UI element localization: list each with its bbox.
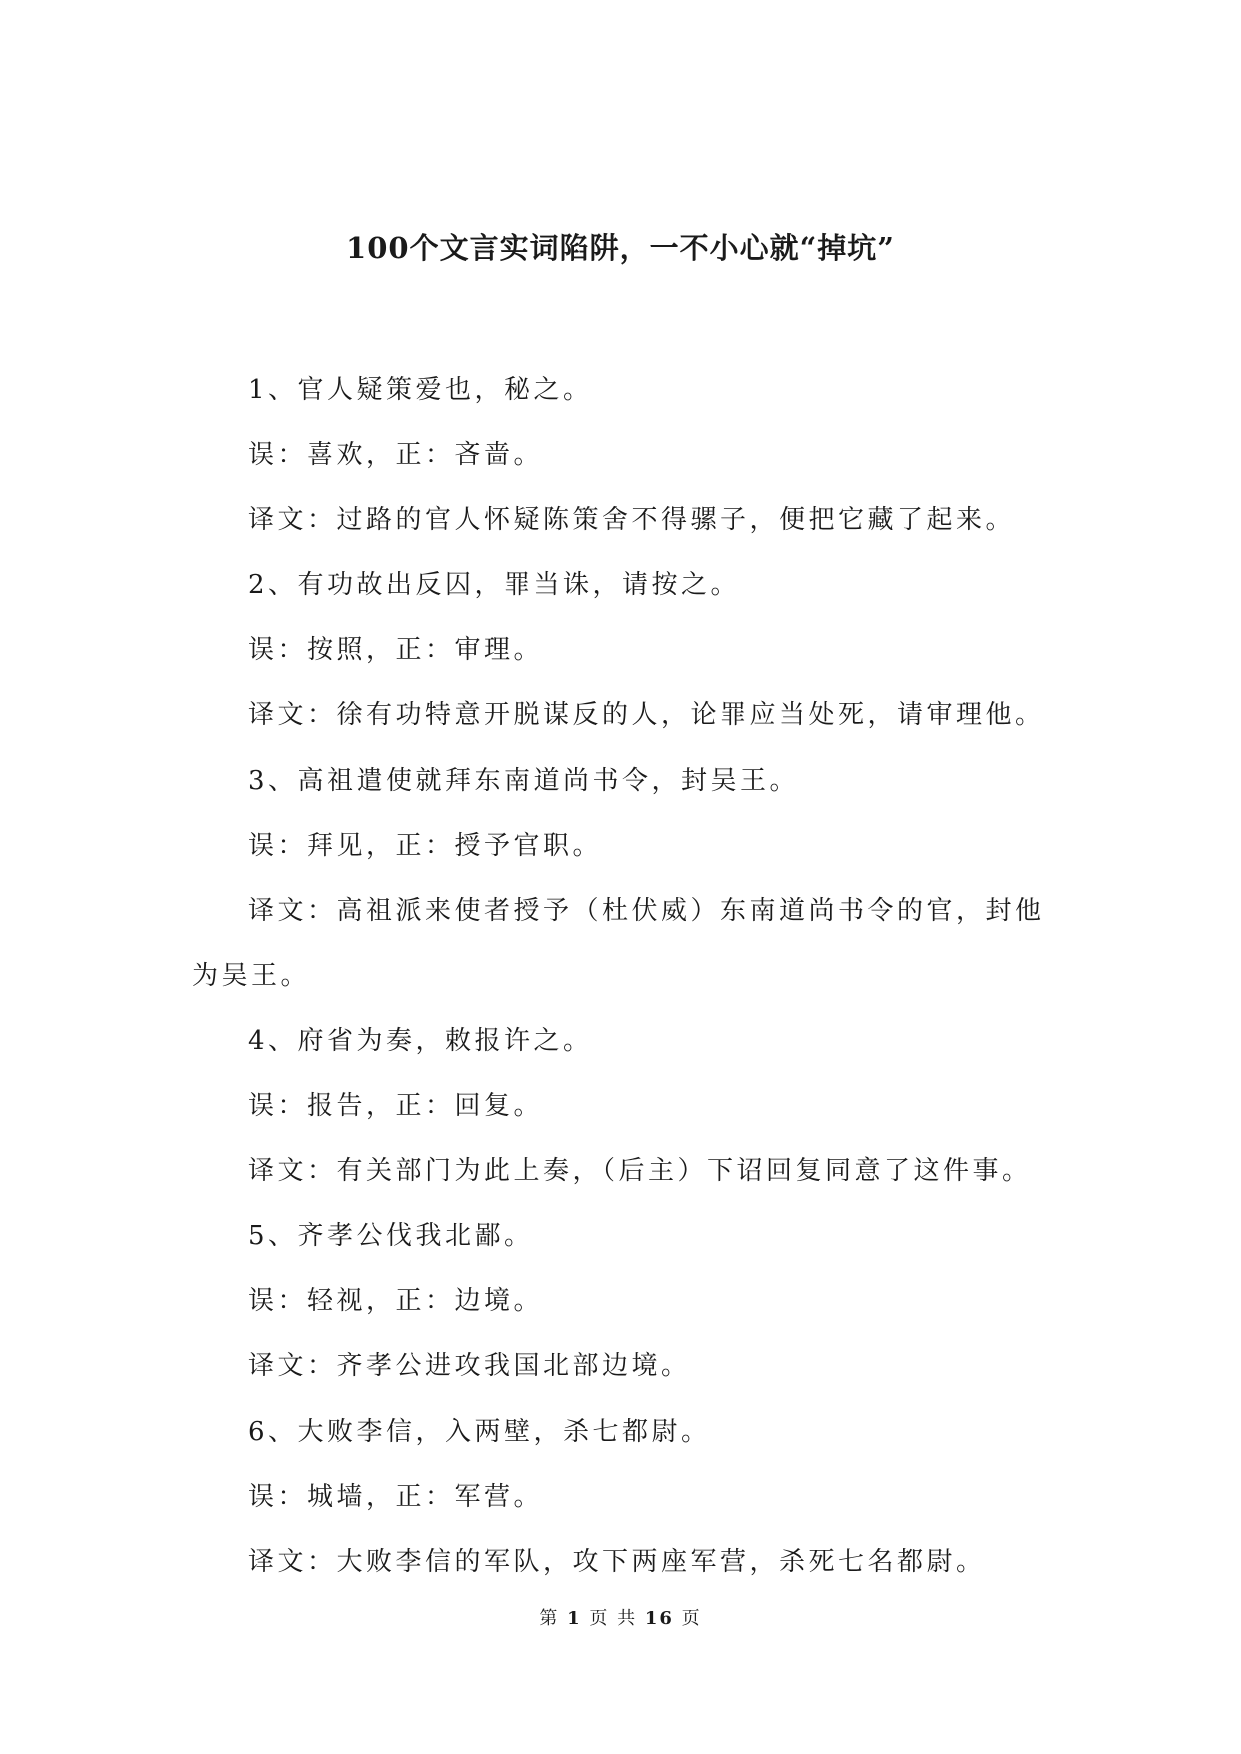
paragraph: 5、齐孝公伐我北鄙。 — [248, 1221, 534, 1252]
paragraph: 误：城墙，正：军营。 — [248, 1481, 544, 1512]
paragraph: 译文：过路的官人怀疑陈策舍不得骡子，便把它藏了起来。 — [248, 505, 1016, 536]
paragraph: 译文：齐孝公进攻我国北部边境。 — [248, 1351, 691, 1382]
footer-suffix: 页 — [681, 1608, 702, 1629]
paragraph: 译文：大败李信的军队，攻下两座军营，杀死七名都尉。 — [248, 1546, 986, 1577]
paragraph: 译文：有关部门为此上奏，（后主）下诏回复同意了这件事。 — [248, 1156, 1032, 1187]
paragraph: 1、官人疑策爱也，秘之。 — [248, 375, 593, 405]
page-footer — [0, 1607, 1241, 1631]
paragraph: 误：报告，正：回复。 — [248, 1091, 544, 1122]
footer-total-pages: 16 — [644, 1608, 674, 1629]
paragraph: 译文：徐有功特意开脱谋反的人，论罪应当处死，请审理他。 — [248, 700, 1045, 731]
paragraph: 译文：高祖派来使者授予（杜伏威）东南道尚书令的官，封他为吴王。 — [192, 895, 1045, 991]
paragraph: 6、大败李信，入两壁，杀七都尉。 — [248, 1416, 711, 1447]
paragraph: 误：轻视，正：边境。 — [248, 1286, 544, 1317]
footer-prefix: 第 — [539, 1608, 560, 1629]
document-title: 100个文言实词陷阱，一不小心就“掉坑” — [346, 231, 895, 265]
paragraph: 4、府省为奏，敕报许之。 — [248, 1025, 593, 1056]
paragraph: 误：拜见，正：授予官职。 — [248, 830, 603, 861]
document-body — [192, 358, 1064, 1595]
paragraph: 3、高祖遣使就拜东南道尚书令，封吴王。 — [248, 765, 800, 796]
footer-page-number: 1 — [567, 1608, 582, 1629]
paragraph: 误：喜欢，正：吝啬。 — [248, 440, 544, 471]
footer-middle: 页 共 — [589, 1608, 638, 1629]
paragraph: 误：按照，正：审理。 — [248, 635, 544, 666]
paragraph: 2、有功故出反囚，罪当诛，请按之。 — [248, 570, 741, 601]
